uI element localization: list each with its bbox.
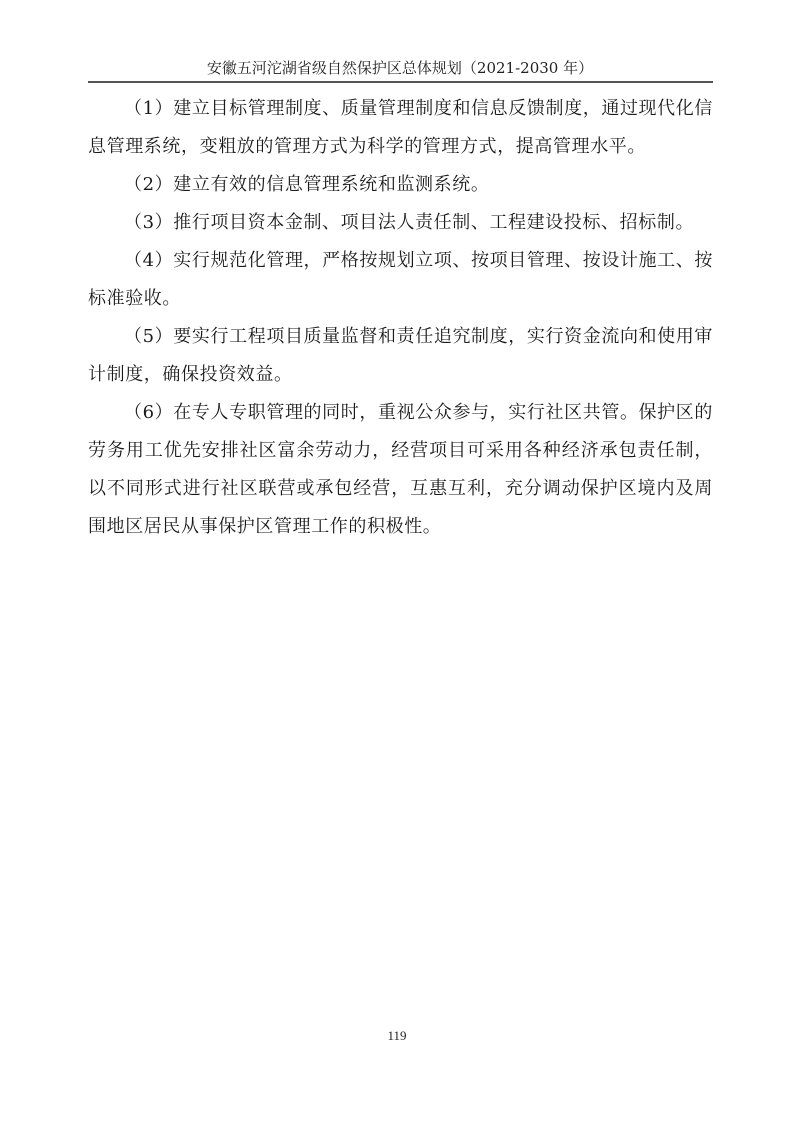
paragraph-6: （6）在专人专职管理的同时，重视公众参与，实行社区共管。保护区的劳务用工优先安排社区富余劳动力，经营项目可采用各种经济承包责任制，以不同形式进行社区联营或承包经营，互惠互利，充分调动保护区境内及周围地区居民从事保护区管理工作的积极性。	[88, 402, 713, 537]
page-number: 119	[387, 1028, 407, 1043]
paragraph-3: （3）推行项目资本金制、项目法人责任制、工程建设投标、招标制。	[124, 212, 695, 233]
running-header: 安徽五河沱湖省级自然保护区总体规划（2021-2030 年）	[206, 59, 594, 77]
document-body	[88, 90, 713, 546]
header-divider	[88, 81, 713, 83]
paragraph-4: （4）实行规范化管理，严格按规划立项、按项目管理、按设计施工、按标准验收。	[88, 250, 713, 309]
paragraph-2: （2）建立有效的信息管理系统和监测系统。	[124, 174, 490, 195]
paragraph-1: （1）建立目标管理制度、质量管理制度和信息反馈制度，通过现代化信息管理系统，变粗放的管理方式为科学的管理方式，提高管理水平。	[88, 98, 713, 157]
paragraph-5: （5）要实行工程项目质量监督和责任追究制度，实行资金流向和使用审计制度，确保投资效益。	[88, 326, 713, 385]
